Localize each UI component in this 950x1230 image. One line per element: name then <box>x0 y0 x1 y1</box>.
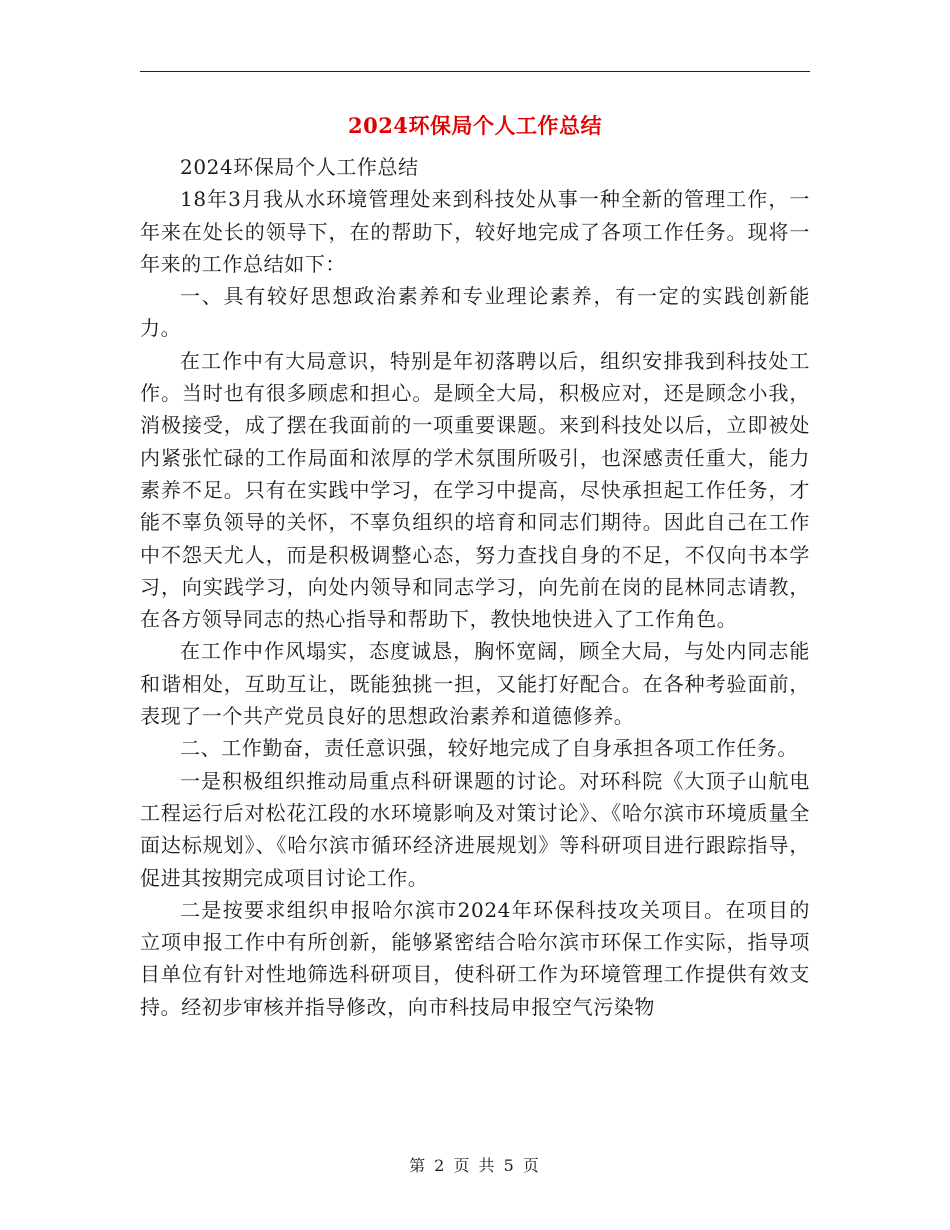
body-paragraph-subtitle: 2024环保局个人工作总结 <box>180 155 419 179</box>
section-heading-two: 二、工作勤奋，责任意识强，较好地完成了自身承担各项工作任务。 <box>180 736 798 761</box>
header-rule <box>140 71 810 72</box>
page-footer: 第 2 页 共 5 页 <box>409 1156 541 1175</box>
body-paragraph: 在工作中作风塌实，态度诚恳，胸怀宽阔，顾全大局，与处内同志能和谐相处，互助互让，既能独挑一担，又能打好配合。在各种考验面前，表现了一个共产党员良好的思想政治素养和道德修养。 <box>140 639 810 729</box>
body-paragraph: 二是按要求组织申报哈尔滨市2024年环保科技攻关项目。在项目的立项申报工作中有所创新，能够紧密结合哈尔滨市环保工作实际，指导项目单位有针对性地筛选科研项目，使科研工作为环境管理工作提供有效支持。经初步审核并指导修改，向市科技局申报空气污染物 <box>140 897 810 1019</box>
body-paragraph-intro: 18年3月我从水环境管理处来到科技处从事一种全新的管理工作，一年来在处长的领导下，在的帮助下，较好地完成了各项工作任务。现将一年来的工作总结如下： <box>140 187 810 276</box>
document-title: 2024环保局个人工作总结 <box>348 113 602 138</box>
body-paragraph: 在工作中有大局意识，特别是年初落聘以后，组织安排我到科技处工作。当时也有很多顾虑和担心。是顾全大局，积极应对，还是顾念小我，消极接受，成了摆在我面前的一项重要课题。来到科技处以后，立即被处内紧张忙碌的工作局面和浓厚的学术氛围所吸引，也深感责任重大，能力素养不足。只有在实践中学习，在学习中提高，尽快承担起工作任务，才能不辜负领导的关怀，不辜负组织的培育和同志们期待。因此自己在工作中不怨天尤人，而是积极调整心态，努力查找自身的不足，不仅向书本学习，向实践学习，向处内领导和同志学习，向先前在岗的昆林同志请教，在各方领导同志的热心指导和帮助下，教快地快进入了工作角色。 <box>140 348 810 632</box>
document-body <box>140 151 810 1023</box>
section-heading-one: 一、具有较好思想政治素养和专业理论素养，有一定的实践创新能力。 <box>140 284 810 341</box>
body-paragraph: 一是积极组织推动局重点科研课题的讨论。对环科院《大顶子山航电工程运行后对松花江段的水环境影响及对策讨论》、《哈尔滨市环境质量全面达标规划》、《哈尔滨市循环经济进展规划》等科研项目进行跟踪指导，促进其按期完成项目讨论工作。 <box>140 768 810 890</box>
